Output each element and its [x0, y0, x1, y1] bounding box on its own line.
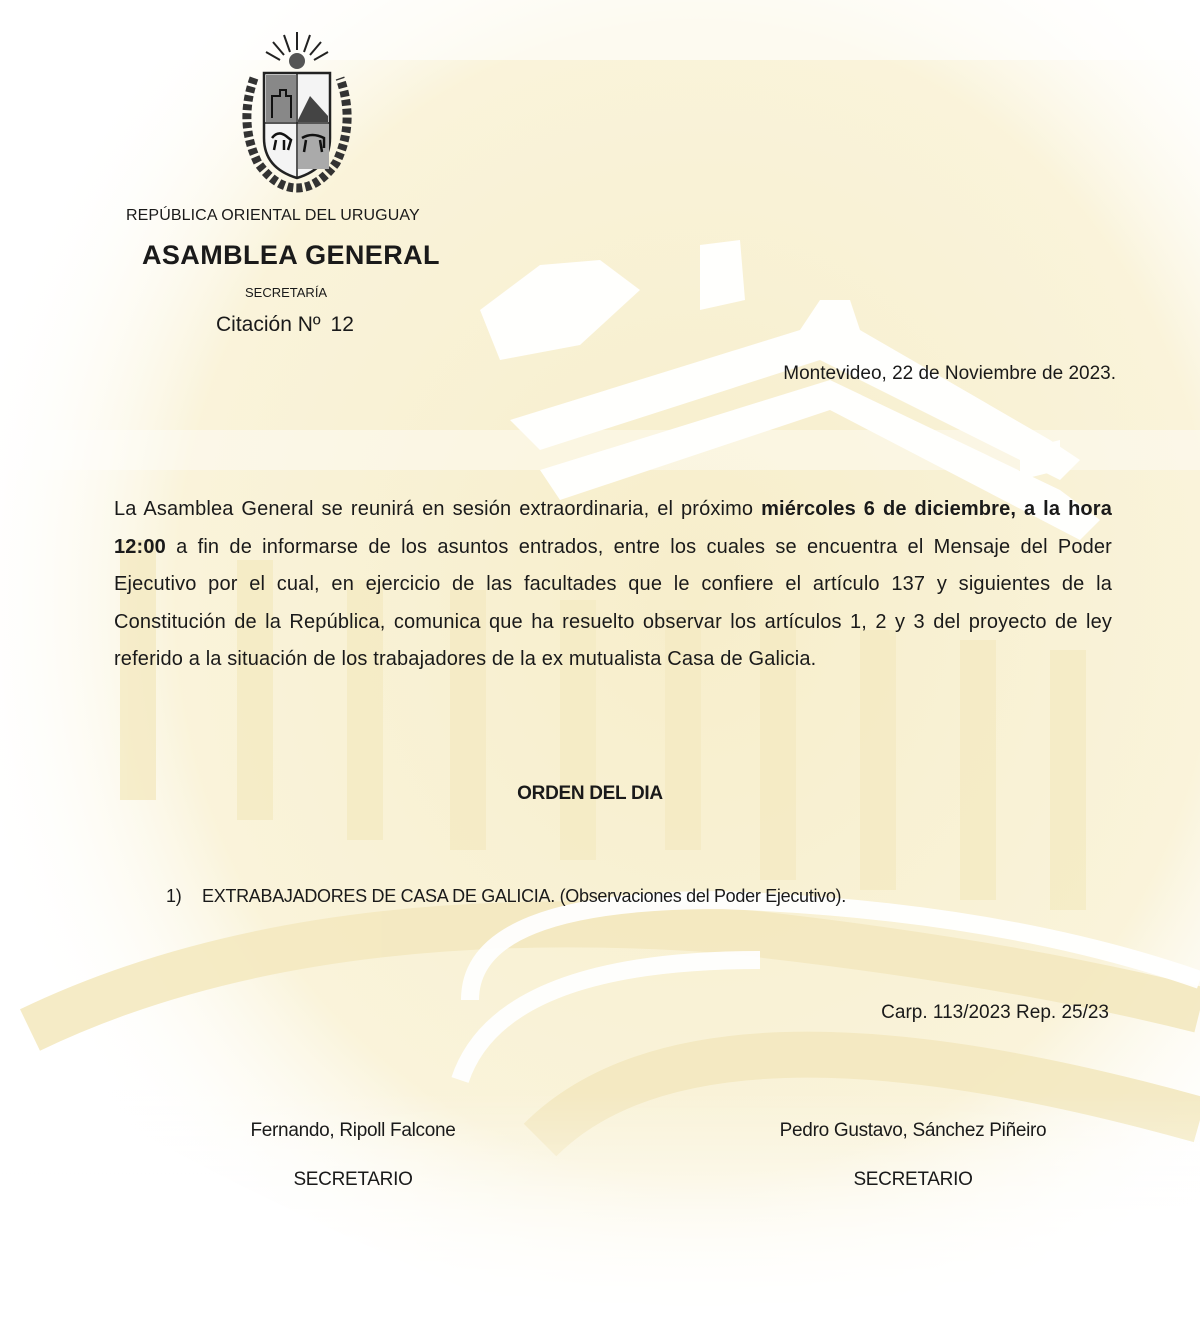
convocation-paragraph [114, 491, 1112, 679]
session-datetime: miércoles 6 de diciembre, a la hora 12:00 [114, 498, 1113, 558]
coat-of-arms-icon [236, 28, 358, 194]
citation-label: Citación Nº [216, 313, 321, 336]
signer-role: SECRETARIO [293, 1169, 413, 1190]
agenda-title: ORDEN DEL DIA [517, 783, 663, 804]
place-date: Montevideo, 22 de Noviembre de 2023. [783, 363, 1116, 384]
signer-name: Fernando, Ripoll Falcone [250, 1120, 456, 1141]
file-reference: Carp. 113/2023 Rep. 25/23 [881, 1002, 1109, 1023]
office-name: SECRETARÍA [245, 285, 328, 300]
signature-block-right [743, 1120, 1083, 1191]
signer-name: Pedro Gustavo, Sánchez Piñeiro [779, 1120, 1047, 1141]
convocation-text-2: a fin de informarse de los asuntos entrados, entre los cuales se encuentra el Mensaje del Poder Ejecutivo por el cual, en ejercicio de las facultades que le confiere el artículo 137 y siguientes de la Constitución de la República, comunica que ha resuelto observar los artículos 1, 2 y 3 del proyecto de ley referido a la situación de los trabajadores de la ex mutualista Casa de Galicia. [114, 535, 1112, 671]
signer-role: SECRETARIO [853, 1169, 973, 1190]
citation-line [216, 313, 354, 337]
institution-title: ASAMBLEA GENERAL [142, 240, 440, 270]
agenda-item-text: EXTRABAJADORES DE CASA DE GALICIA. (Observaciones del Poder Ejecutivo). [202, 886, 846, 906]
agenda-item-number: 1) [166, 886, 182, 906]
convocation-text-1: La Asamblea General se reunirá en sesión extraordinaria, el próximo [114, 498, 762, 520]
country-name: REPÚBLICA ORIENTAL DEL URUGUAY [126, 207, 420, 224]
signature-block-left [183, 1120, 523, 1191]
citation-number: 12 [330, 313, 354, 336]
agenda-item [166, 886, 846, 907]
